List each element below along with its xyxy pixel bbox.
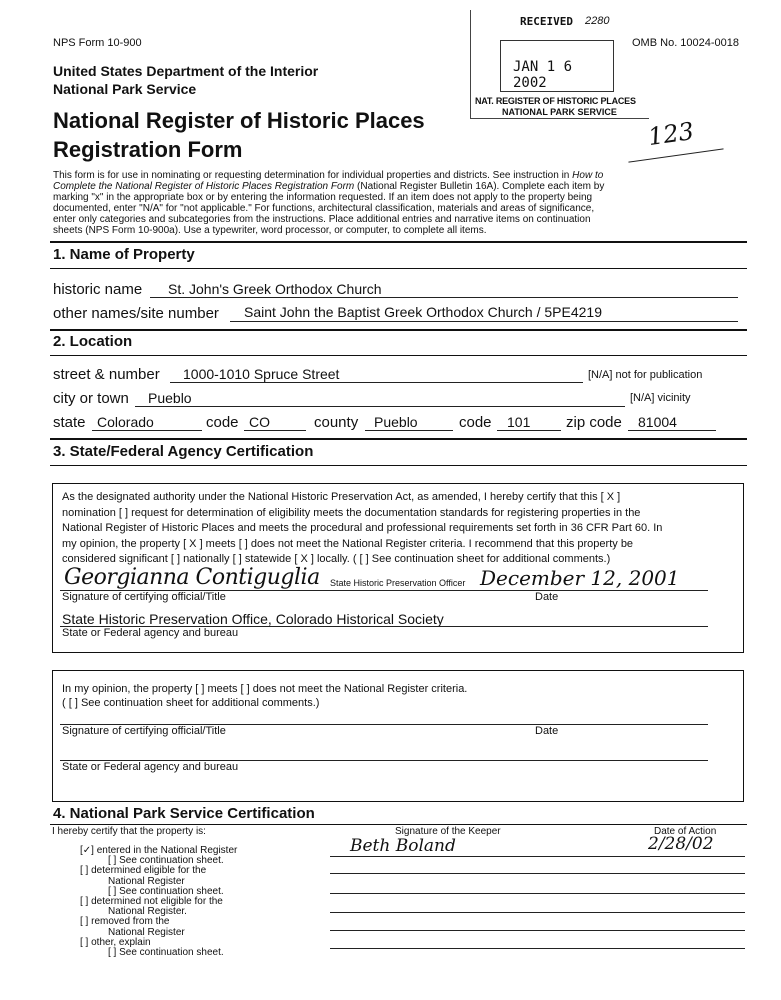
omb-number: OMB No. 10024-0018 (632, 37, 740, 49)
stamp-received-label: RECEIVED (520, 15, 573, 28)
other-names-value: Saint John the Baptist Greek Orthodox Church / 5PE4219 (244, 304, 602, 320)
field-underline (244, 430, 306, 431)
section-divider (50, 241, 747, 243)
section3-title: 3. State/Federal Agency Certification (53, 443, 314, 460)
stamp-date-box (500, 40, 614, 92)
state-code-value: CO (249, 414, 270, 430)
zip-value: 81004 (638, 414, 677, 430)
form-title-line2: Registration Form (53, 137, 243, 162)
field-underline (628, 430, 716, 431)
field-underline (150, 297, 738, 298)
received-stamp (470, 10, 650, 120)
date-action-label: Date of Action (654, 826, 717, 837)
agency2-label: State or Federal agency and bureau (62, 761, 239, 773)
date-action-value: 2/28/02 (648, 834, 714, 854)
shpo-signature: Georgianna Contiguglia (64, 565, 320, 590)
strike-mark (628, 148, 723, 162)
stamp-date: JAN 1 6 2002 (513, 59, 573, 91)
keeper-line (330, 930, 745, 931)
official-title: State Historic Preservation Officer (330, 578, 466, 588)
field-underline (92, 430, 202, 431)
state-label: state (53, 414, 86, 431)
section2-title: 2. Location (53, 333, 133, 350)
certify-label: I hereby certify that the property is: (52, 826, 206, 837)
option-removed: [ ] removed from the (80, 916, 170, 928)
section-divider (50, 824, 747, 825)
stamp-register-line1: NAT. REGISTER OF HISTORIC PLACES (475, 96, 636, 106)
nps-options: [✓] entered in the National Register [ ] See continuation sheet. [ ] determined eligible for the National Register [ ] See continuation sheet. [ ] determined not eligible for the National Register. [ ] removed from the National Register [ ] other, explain [ ] See continuation sheet. (80, 845, 238, 959)
option-other: [ ] other, explain (80, 936, 151, 948)
department-name: United States Department of the Interior (53, 63, 319, 79)
field-underline (497, 430, 561, 431)
state-code-label: code (206, 414, 239, 431)
section-divider (50, 268, 747, 269)
opinion-line1: In my opinion, the property [ ] meets [ ] does not meet the National Register criteria. (62, 683, 468, 695)
field-underline (365, 430, 453, 431)
option-not-eligible: [ ] determined not eligible for the (80, 896, 223, 908)
keeper-line (330, 948, 745, 949)
other-names-label: other names/site number (53, 305, 219, 322)
certification-text: As the designated authority under the National Historic Preservation Act, as amended, I hereby certify that this [ X ] nomination [ ] request for determination of eligibility meets the documentation standards for registering properties in the National Register of Historic Places and meets the procedural and professional requirements set forth in 36 CFR Part 60. In my opinion, the property [ X ] meets [ ] does not meet the National Register criteria. I recommend that this property be considered significant [ ] nationally [ ] statewide [ X ] locally. ( [ ] See continuation sheet for additional comments.) (62, 491, 663, 565)
section-divider (50, 438, 747, 440)
service-name: National Park Service (53, 81, 197, 97)
historic-name-label: historic name (53, 281, 143, 298)
section4-title: 4. National Park Service Certification (53, 805, 315, 822)
option-eligible: [ ] determined eligible for the (80, 865, 207, 877)
signature2-label: Signature of certifying official/Title (62, 725, 226, 737)
section-divider (50, 465, 747, 466)
keeper-line (330, 856, 745, 857)
county-code-label: code (459, 414, 492, 431)
handwritten-number: 123 (646, 116, 696, 152)
stamp-register-line2: NATIONAL PARK SERVICE (502, 107, 617, 117)
date-label: Date (535, 591, 559, 603)
vicinity: [N/A] vicinity (630, 392, 691, 404)
city-label: city or town (53, 390, 129, 407)
section1-title: 1. Name of Property (53, 246, 195, 263)
field-underline (230, 321, 738, 322)
opinion-line2: ( [ ] See continuation sheet for additional comments.) (62, 697, 320, 709)
agency-value: State Historic Preservation Office, Colorado Historical Society (62, 611, 444, 627)
form-number: NPS Form 10-900 (53, 37, 142, 49)
option-entered: [✓] entered in the National Register (80, 845, 238, 856)
date2-label: Date (535, 725, 559, 737)
historic-name-value: St. John's Greek Orthodox Church (168, 281, 382, 297)
county-label: county (314, 414, 359, 431)
form-title-line1: National Register of Historic Places (53, 108, 425, 133)
street-value: 1000-1010 Spruce Street (183, 366, 340, 382)
intro-paragraph: This form is for use in nominating or requesting determination for individual properties and districts. See instruction in How to Complete the National Register of Historic Places Registration Form (National Register Bulletin 16A). Complete each item by marking "x" in the appropriate box or by entering the information requested. If an item does not apply to the property being documented, enter "N/A" for "not applicable." For functions, architectural classification, materials and areas of significance, enter only categories and subcategories from the instructions. Place additional entries and narrative items on continuation sheets (NPS Form 10-900a). Use a typewriter, word processor, or computer, to complete all items. (53, 170, 605, 236)
field-underline (135, 406, 625, 407)
shpo-date: December 12, 2001 (480, 566, 680, 590)
field-underline (170, 382, 583, 383)
zip-label: zip code (566, 414, 622, 431)
keeper-line (330, 893, 745, 894)
keeper-line (330, 873, 745, 874)
keeper-signature: Beth Boland (350, 836, 456, 856)
signature-label: Signature of certifying official/Title (62, 591, 226, 603)
county-value: Pueblo (374, 414, 418, 430)
county-code-value: 101 (507, 414, 531, 430)
stamp-number: 2280 (585, 15, 610, 27)
not-for-publication: [N/A] not for publication (588, 369, 703, 381)
section-divider (50, 329, 747, 331)
state-value: Colorado (97, 414, 154, 430)
keeper-line (330, 912, 745, 913)
city-value: Pueblo (148, 390, 192, 406)
section-divider (50, 355, 747, 356)
keeper-label: Signature of the Keeper (395, 826, 501, 837)
agency-label: State or Federal agency and bureau (62, 627, 239, 639)
street-label: street & number (53, 366, 160, 383)
